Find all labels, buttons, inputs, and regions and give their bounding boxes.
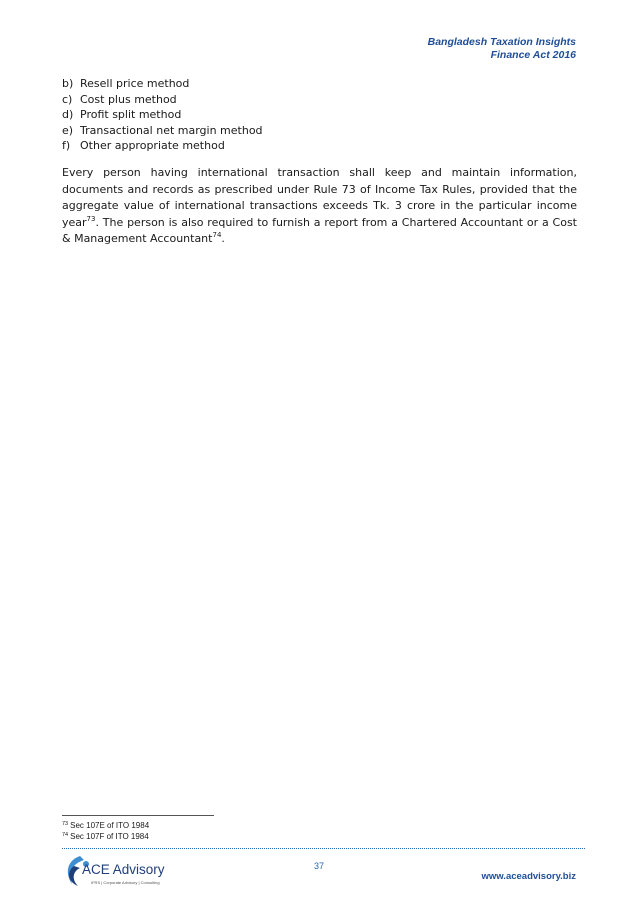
footer-divider: [62, 848, 585, 849]
footnote-ref[interactable]: 74: [212, 231, 222, 239]
running-header: [428, 36, 576, 62]
list-item: [62, 123, 582, 139]
method-list: [62, 76, 582, 154]
header-title: Bangladesh Taxation Insights: [427, 36, 576, 48]
footnote: [62, 820, 149, 831]
list-marker: f): [62, 139, 71, 152]
footnote-ref[interactable]: 73: [86, 214, 96, 223]
header-subtitle: Finance Act 2016: [490, 49, 576, 61]
list-item: [62, 92, 582, 108]
footnote-number: 74: [62, 832, 69, 838]
footnote-divider: [62, 815, 214, 816]
ace-advisory-logo: [60, 852, 170, 892]
logo-tagline: IFRS | Corporate Advisory | Consulting: [91, 880, 160, 885]
footnotes: [62, 820, 149, 842]
list-item: [62, 107, 582, 123]
paragraph-text: .: [221, 232, 225, 245]
list-marker: e): [62, 123, 74, 137]
footnote-text: Sec 107E of ITO 1984: [70, 821, 150, 830]
logo-text: ACE Advisory: [82, 862, 165, 877]
list-item: [62, 76, 582, 92]
list-item-text: Cost plus method: [80, 92, 177, 106]
paragraph-text: . The person is also required to furnish a report from a Chartered Accountant or a Cost & Management Accountant: [62, 215, 577, 245]
page-number: 37: [313, 861, 324, 871]
list-item-text: Other appropriate method: [80, 139, 225, 152]
list-marker: c): [62, 92, 73, 106]
list-item-text: Profit split method: [80, 108, 182, 121]
list-item: [62, 138, 582, 154]
list-item-text: Transactional net margin method: [80, 123, 263, 137]
list-marker: d): [62, 108, 74, 121]
list-marker: b): [62, 77, 74, 90]
footnote: [62, 831, 149, 842]
paragraph-text: Every person having international transaction shall keep and maintain information, documents and records as prescribed under Rule 73 of Income Tax Rules, provided that the aggregate value of international transactions exceeds Tk. 3 crore in the particular income year: [62, 166, 577, 229]
footnote-number: 73: [62, 821, 69, 827]
body-paragraph: [62, 165, 577, 248]
website-link[interactable]: www.aceadvisory.biz: [481, 871, 576, 882]
list-item-text: Resell price method: [80, 77, 190, 90]
footnote-text: Sec 107F of ITO 1984: [70, 832, 149, 841]
